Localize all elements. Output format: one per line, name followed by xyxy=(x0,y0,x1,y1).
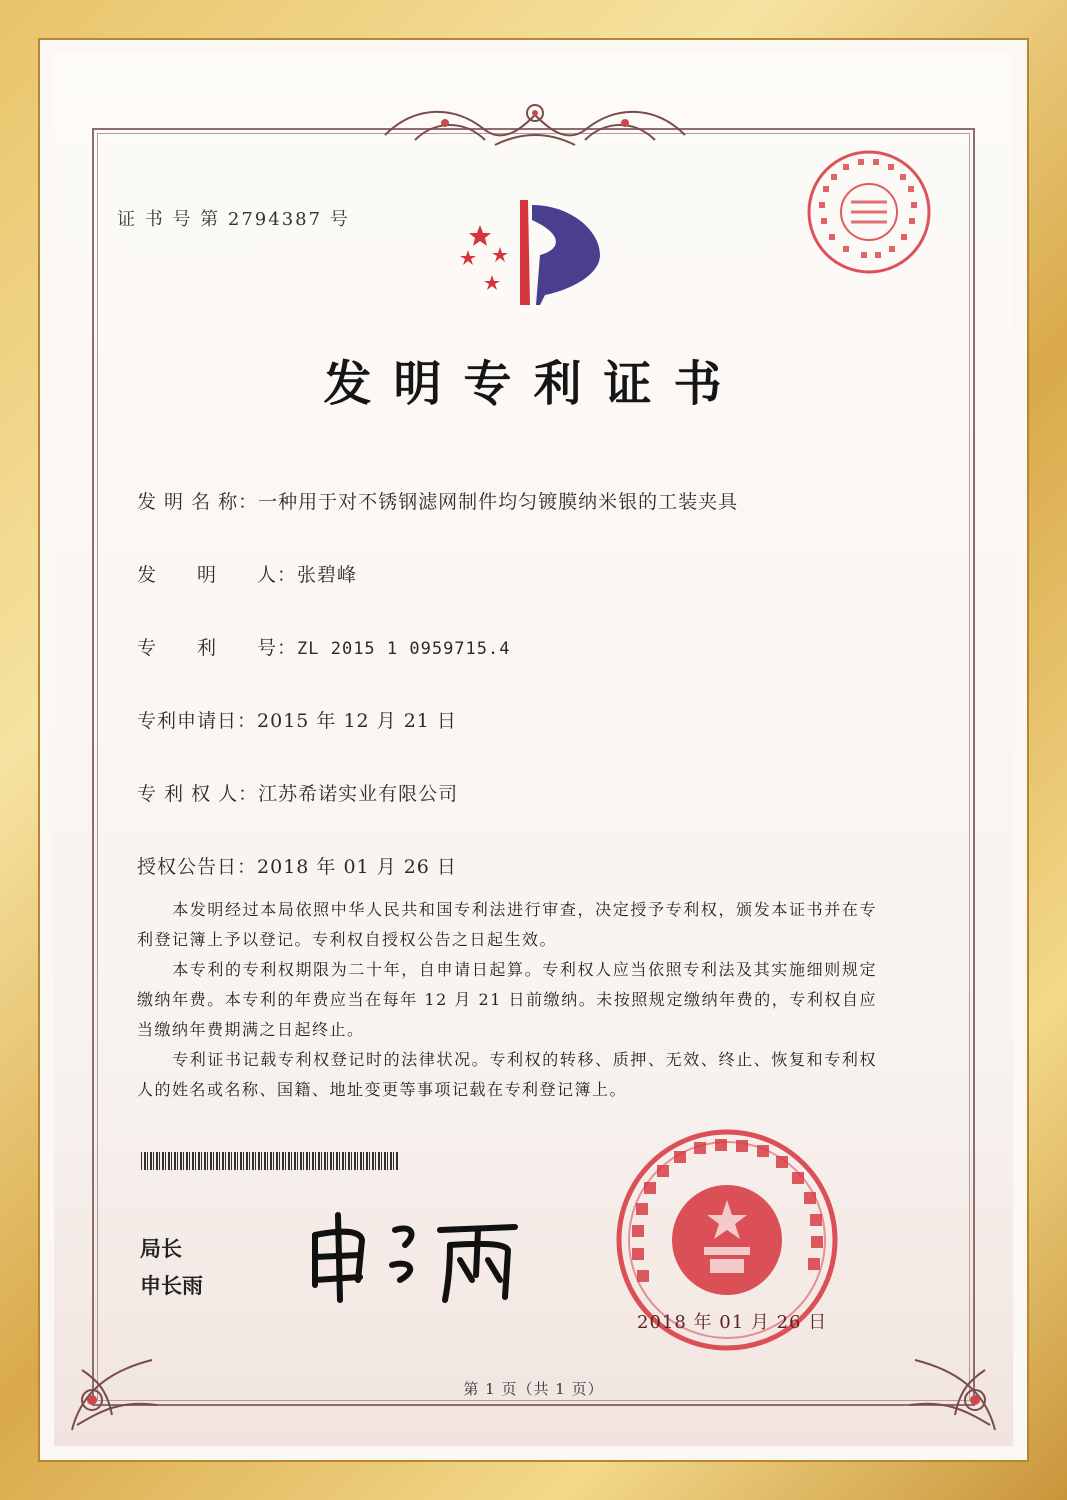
field-label: 专利申请日： xyxy=(137,710,258,732)
page-title: 发明专利证书 xyxy=(323,356,744,412)
body-paragraph: 本发明经过本局依照中华人民共和国专利法进行审查，决定授予专利权，颁发本证书并在专利登记簿上予以登记。专利权自授权公告之日起生效。 xyxy=(137,900,877,949)
body-paragraph: 专利证书记载专利权登记时的法律状况。专利权的转移、质押、无效、终止、恢复和专利权人的姓名或名称、国籍、地址变更等事项记载在专利登记簿上。 xyxy=(137,1050,877,1099)
seal-date: 2018 年 01 月 26 日 xyxy=(637,1312,828,1333)
field-application-date xyxy=(137,706,457,733)
director-name: 申长雨 xyxy=(140,1274,203,1298)
field-patentee xyxy=(137,779,458,806)
certificate-body xyxy=(137,895,877,1105)
director-title: 局长 xyxy=(140,1237,182,1261)
field-value: 2018 年 01 月 26 日 xyxy=(257,856,457,878)
page-number: 第 1 页（共 1 页） xyxy=(463,1380,604,1398)
field-label: 专 利 权 人： xyxy=(137,783,259,805)
barcode-icon xyxy=(141,1152,399,1170)
field-value: ZL 2015 1 0959715.4 xyxy=(297,639,511,659)
field-label: 专 利 号： xyxy=(137,637,298,659)
field-value: 张碧峰 xyxy=(297,564,358,586)
field-patent-number xyxy=(137,633,510,660)
handwritten-signature-icon xyxy=(300,1205,530,1305)
field-label: 发 明 人： xyxy=(137,564,298,586)
field-inventor xyxy=(137,560,357,587)
patent-office-logo-icon xyxy=(450,195,610,310)
certificate-number: 证 书 号 第 2794387 号 xyxy=(117,209,350,230)
field-invention-name xyxy=(137,487,738,514)
field-value: 江苏希诺实业有限公司 xyxy=(258,783,459,805)
field-grant-date xyxy=(137,852,457,879)
field-label: 发 明 名 称： xyxy=(137,491,259,513)
field-label: 授权公告日： xyxy=(137,856,258,878)
field-value: 一种用于对不锈钢滤网制件均匀镀膜纳米银的工装夹具 xyxy=(258,491,739,513)
agency-seal-icon xyxy=(803,146,935,278)
body-paragraph: 本专利的专利权期限为二十年，自申请日起算。专利权人应当依照专利法及其实施细则规定缴纳年费。本专利的年费应当在每年 12 月 21 日前缴纳。未按照规定缴纳年费的，专利权自应当缴纳年费期满之日起终止。 xyxy=(137,960,877,1039)
field-value: 2015 年 12 月 21 日 xyxy=(257,710,457,732)
top-ornament-icon xyxy=(375,95,695,155)
